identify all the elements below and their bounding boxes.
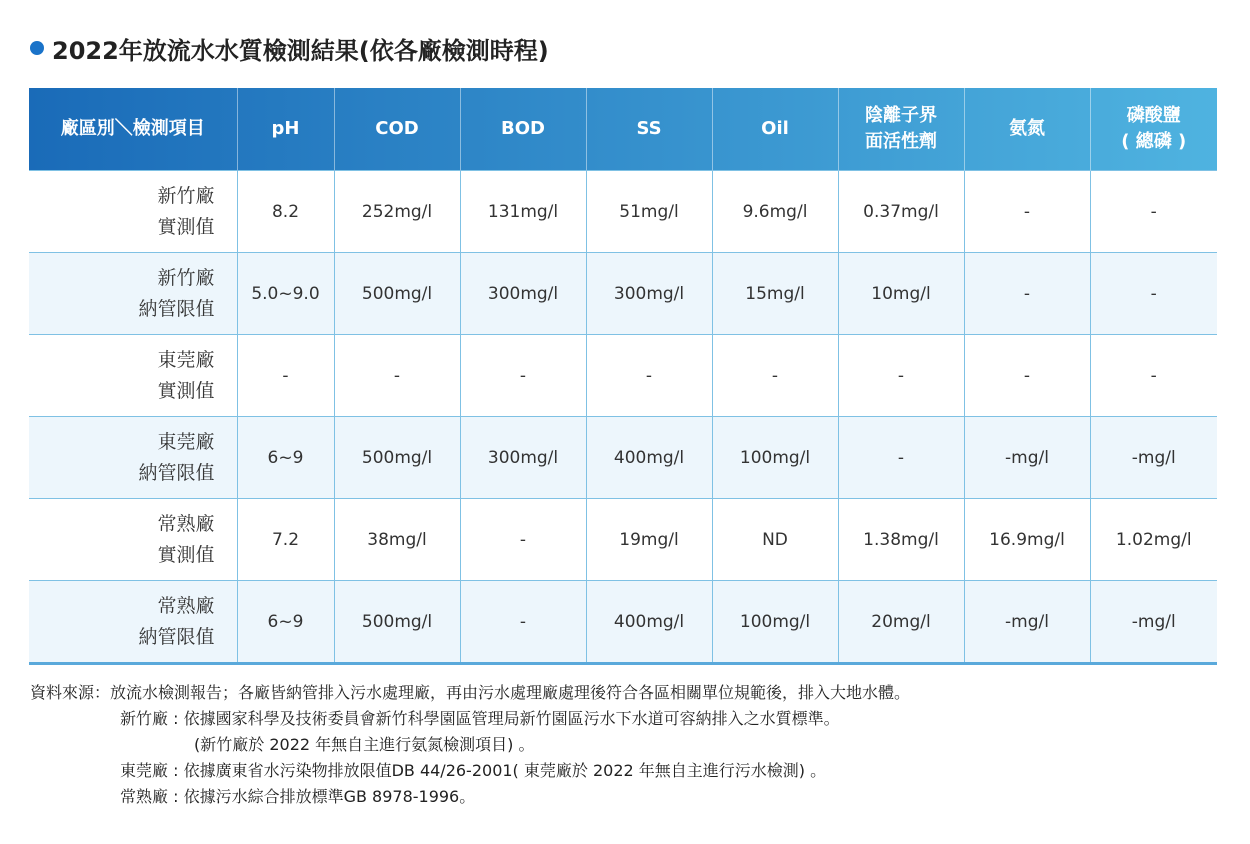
row-label [29, 253, 237, 335]
header-col-1 [334, 88, 460, 171]
table-cell: -mg/l [964, 581, 1090, 664]
table-cell: -mg/l [1090, 581, 1217, 664]
table-row [29, 335, 1217, 417]
table-cell: 0.37mg/l [838, 171, 964, 253]
note-hsinchu-sub: (新竹廠於 2022 年無自主進行氨氮檢測項目) 。 [194, 735, 535, 754]
header-col-5 [838, 88, 964, 171]
header-col-line2: ( 總磷 ) [1121, 131, 1187, 152]
table-cell: 500mg/l [334, 417, 460, 499]
table-header-row [29, 88, 1217, 171]
table-cell: 131mg/l [460, 171, 586, 253]
table-cell: 38mg/l [334, 499, 460, 581]
table-cell: 20mg/l [838, 581, 964, 664]
table-cell: - [460, 335, 586, 417]
table-cell: - [586, 335, 712, 417]
table-cell: 51mg/l [586, 171, 712, 253]
table-cell: 300mg/l [460, 253, 586, 335]
table-row [29, 499, 1217, 581]
table-cell: 6~9 [237, 417, 334, 499]
header-col-0 [237, 88, 334, 171]
table-cell: 100mg/l [712, 581, 838, 664]
water-quality-table [29, 88, 1217, 665]
header-col-line1: 陰離子界 [865, 104, 937, 126]
table-cell: 7.2 [237, 499, 334, 581]
table-cell: -mg/l [1090, 417, 1217, 499]
header-col-2 [460, 88, 586, 171]
table-row [29, 581, 1217, 664]
table-cell: - [964, 171, 1090, 253]
table-cell: 400mg/l [586, 417, 712, 499]
row-label-label2: 納管限值 [138, 297, 215, 320]
table-cell: 15mg/l [712, 253, 838, 335]
table-cell: 252mg/l [334, 171, 460, 253]
row-label-label1: 東莞廠 [157, 431, 215, 454]
title-block [30, 30, 549, 66]
table-cell: 8.2 [237, 171, 334, 253]
header-col-6 [964, 88, 1090, 171]
table-row [29, 171, 1217, 253]
table-cell: 500mg/l [334, 581, 460, 664]
table-cell: 300mg/l [586, 253, 712, 335]
header-col-7 [1090, 88, 1217, 171]
row-label-label1: 東莞廠 [157, 349, 215, 372]
header-col-3 [586, 88, 712, 171]
table-cell: - [1090, 253, 1217, 335]
row-label [29, 499, 237, 581]
header-col-line1: SS [636, 117, 662, 139]
row-label-label2: 實測值 [157, 379, 215, 402]
page-title: 2022年放流水水質檢測結果(依各廠檢測時程) [52, 36, 549, 65]
table-cell: 5.0~9.0 [237, 253, 334, 335]
note-changshu: 常熟廠 : 依據污水綜合排放標準GB 8978-1996。 [120, 787, 476, 806]
row-label-label2: 納管限值 [138, 461, 215, 484]
table-cell: - [964, 253, 1090, 335]
table-cell: -mg/l [964, 417, 1090, 499]
header-col-line1: Oil [761, 117, 789, 139]
table-cell: - [1090, 335, 1217, 417]
table-cell: 400mg/l [586, 581, 712, 664]
row-label-label1: 新竹廠 [157, 267, 215, 290]
header-col-line1: BOD [501, 117, 545, 139]
row-label [29, 171, 237, 253]
table-row [29, 417, 1217, 499]
row-label [29, 335, 237, 417]
row-label-label2: 實測值 [157, 215, 215, 238]
header-col-line1: pH [271, 117, 300, 139]
table-cell: 16.9mg/l [964, 499, 1090, 581]
table-cell: 100mg/l [712, 417, 838, 499]
table-cell: 6~9 [237, 581, 334, 664]
table-cell: - [460, 581, 586, 664]
note-hsinchu: 新竹廠 : 依據國家科學及技術委員會新竹科學園區管理局新竹園區污水下水道可容納排入之水質標準。 [120, 709, 840, 728]
row-label-label2: 納管限值 [138, 625, 215, 648]
table-cell: ND [712, 499, 838, 581]
header-col-line1: 氨氮 [1009, 117, 1045, 139]
header-col-line1: 磷酸鹽 [1126, 104, 1181, 126]
table-row [29, 253, 1217, 335]
bullet-dot-icon [30, 41, 44, 55]
table-cell: 10mg/l [838, 253, 964, 335]
table-cell: - [237, 335, 334, 417]
row-label [29, 417, 237, 499]
table-cell: 300mg/l [460, 417, 586, 499]
table-cell: - [334, 335, 460, 417]
header-col-4 [712, 88, 838, 171]
row-label-label1: 常熟廠 [157, 513, 215, 536]
row-label [29, 581, 237, 664]
row-label-label2: 實測值 [157, 543, 215, 566]
table-cell: 1.38mg/l [838, 499, 964, 581]
table-cell: 500mg/l [334, 253, 460, 335]
table-cell: - [838, 417, 964, 499]
table-cell: - [1090, 171, 1217, 253]
table-cell: - [712, 335, 838, 417]
table-cell: - [460, 499, 586, 581]
row-label-label1: 常熟廠 [157, 595, 215, 618]
table-cell: 1.02mg/l [1090, 499, 1217, 581]
table-body [29, 171, 1217, 664]
header-row-label: 廠區別＼檢測項目 [29, 88, 237, 171]
note-dongguan: 東莞廠 : 依據廣東省水污染物排放限值DB 44/26-2001( 東莞廠於 2022 年無自主進行污水檢測) 。 [120, 761, 827, 780]
notes-section [30, 680, 910, 810]
table-cell: - [964, 335, 1090, 417]
header-col-line2: 面活性劑 [865, 131, 937, 152]
table-cell: - [838, 335, 964, 417]
table-cell: 19mg/l [586, 499, 712, 581]
table-cell: 9.6mg/l [712, 171, 838, 253]
note-source: 資料來源：放流水檢測報告；各廠皆納管排入污水處理廠，再由污水處理廠處理後符合各區相關單位規範後，排入大地水體。 [30, 683, 911, 702]
header-col-line1: COD [375, 117, 419, 139]
row-label-label1: 新竹廠 [157, 185, 215, 208]
